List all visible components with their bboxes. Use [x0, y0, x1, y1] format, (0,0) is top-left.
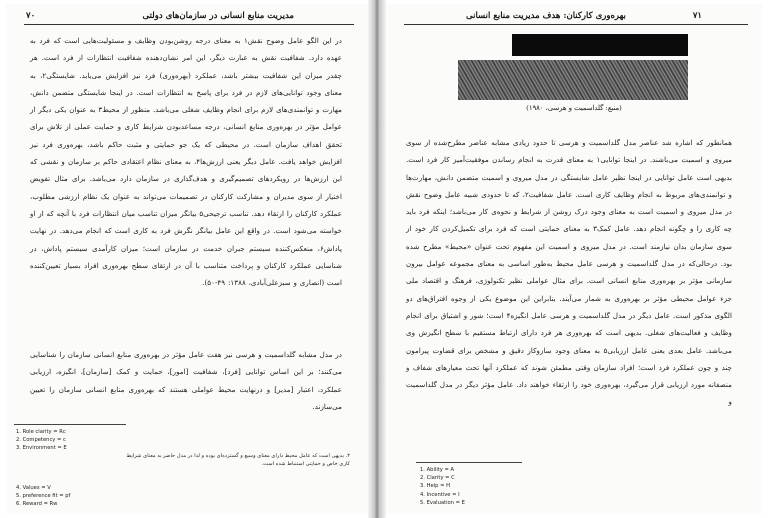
left-footnote-rule: [14, 424, 126, 425]
left-footnotes-1: [16, 428, 126, 453]
footnote: 4. Values = V: [16, 485, 51, 491]
footnote: 5. Evaluation = E: [420, 499, 465, 506]
left-running-head: مدیریت منابع انسانی در سازمان‌های دولتی: [142, 11, 294, 21]
footnote: 4. Incentive = I: [420, 491, 460, 498]
left-footnotes-2: [16, 484, 126, 509]
right-paragraph-1: همانطور که اشاره شد عناصر مدل گلداسمیت و هرسی تا حدود زیادی مشابه عناصر مطرح‌شده از سوی میروی و اسمیت می‌باشند. در اینجا توانایی۱ به معنای قدرت به انجام رساندن موفقیت‌آمیز کار فرد است. بدیهی است عامل توانایی در اینجا نظیر عامل شایستگی در مدل میروی و اسمیت متضمن دانش، مهارت‌ها و توانمندی‌های مربوط به انجام وظایف کاری است. عامل شفافیت۲، که تا حدودی شبیه عامل وضوح نقش در مدل میروی و اسمیت است به معنای وجود درک روشن از شرایط و نحوه‌ی کار می‌باشد؛ اینکه فرد باید چه کاری را و چگونه انجام دهد. عامل کمک۳ به معنای حمایتی است که فرد برای تکمیل‌کردن کار خود از سوی سازمان بدان نیازمند است. در مدل میروی و اسمیت این مفهوم تحت عنوان «محیط» مطرح شده بود. درحالی‌که در مدل گلداسمیت و هرسی عامل محیط به‌طور اساسی به معنای مجموعه عوامل بیرون سازمانی مؤثر بر بهره‌وری منابع انسانی است. برای مثال عواملی نظیر تکنولوژی، فرهنگ و اقتصاد ملی جزء عوامل محیطی مؤثر بر بهره‌وری به شمار می‌آیند. بنابراین این موضوع یکی از وجوه افتراق‌های دو الگوی مذکور است. عامل دیگر در مدل گلداسمیت و هرسی عامل انگیزه۴ است؛ شور و اشتیاق برای انجام وظایف و فعالیت‌های شغلی. بدیهی است که بهره‌وری هر فرد دارای ارتباط مستقیم با سطح انگیزش وی می‌باشد. عامل بعدی یعنی عامل ارزیابی۵ به معنای وجود سازوکار دقیق و مشخص برای قضاوت پیرامون چند و چون عملکرد فرد است؛ افراد سازمان وقتی مطمئن شوند که عملکرد آنها تحت معیارهای شفاف و منصفانه مورد ارزیابی قرار می‌گیرد، بهره‌وری خود را ارتقاء خواهند داد. عامل مؤثر دیگر در مدل گلداسمیت و: [406, 138, 732, 407]
footnote: 2. Clarity = C: [420, 475, 455, 482]
left-paragraph-1: در این الگو عامل وضوح نقش۱ به معنای درجه روشن‌بودن وظایف و مسئولیت‌هایی است که فرد به عهده دارد. شفافیت نقش به عبارت دیگر، این امر نشان‌دهنده شفافیت انتظارات از فرد است. هر چقدر میزان این شفافیت بیشتر باشد، عملکرد (بهره‌وری) فرد نیز افزایش می‌یابد. شایستگی۲، به معنای وجود توانایی‌های لازم در فرد برای پاسخ به انتظارات است. در اینجا شایستگی متضمن دانش، مهارت و توانمندی‌های لازم برای انجام وظایف شغلی می‌باشد. منظور از محیط۳ به عنوان یکی دیگر از عوامل مؤثر در بهره‌وری منابع انسانی، درجه مساعدبودن شرایط کاری و حمایت عملی از تلاش برای تحقق اهداف سازمان است. در محیطی که یک جو حمایتی و مثبت حاکم باشد، بهره‌وری فرد نیز افزایش خواهد یافت. عامل دیگر یعنی ارزش‌ها۴، به معنای نظام اعتقادی حاکم بر سازمان و نقشی که این ارزش‌ها در رویکردهای تصمیم‌گیری و هدف‌گذاری در سازمان دارد می‌باشد. برای مثال تفویض اختیار از سوی مدیران و مشارکت کارکنان در تصمیمات می‌تواند به عنوان یک نظام ارزشی مطلوب، عملکرد کارکنان را ارتقاء دهد. تناسب ترجیحی۵ بیانگر میزان تناسب میان انتظارات فرد با آنچه که از او خواسته می‌شود است. در واقع این عامل بیانگر نگرش فرد به کاری است که انجام می‌دهد. در نهایت پاداش۶، منعکس‌کننده سیستم جبران خدمت در سازمان است؛ میزان کارآمدی سیستم پاداش، در شناسایی عملکرد کارکنان و پرداخت متناسب با آن در ارتقای سطح بهره‌وری افراد بسیار تعیین‌کننده است (انصاری و سبزعلی‌آبادی، ۱۳۸۸: ۴۹-۵۰).: [30, 36, 342, 288]
right-page-header: [404, 10, 748, 25]
right-footnote-rule: [416, 462, 522, 463]
right-page: [386, 4, 762, 514]
translator-note: ۴. بدیهی است که عامل محیط دارای معنای وسیع و گسترده‌ای بوده و لذا در مدل حاضر به معنای شرایط کاری خاص و حمایتی استنباط شده است.: [126, 453, 350, 467]
right-footnotes: [420, 466, 524, 507]
footnote: 1. Role clarity = Rc: [16, 429, 66, 435]
right-running-head: بهره‌وری کارکنان: هدف مدیریت منابع انسانی: [466, 11, 626, 21]
footnote: 3. Help = H: [420, 483, 450, 490]
footnote: 1. Ability = A: [420, 467, 455, 473]
left-page: [6, 4, 368, 514]
footnote: 3. Environment = E: [16, 445, 67, 452]
footnote: 6. Reward = Rw: [16, 501, 58, 508]
figure-hatched-image: [458, 60, 688, 100]
left-page-number: ۷۰: [26, 11, 36, 21]
left-paragraph-2: در مدل مشابه گلداسمیت و هرسی نیز هفت عامل مؤثر در بهره‌وری منابع انسانی سازمان را شناسایی می‌کنند؛ بر این اساس توانایی [فرد]، شفافیت [امور]، حمایت و کمک [سازمان]، انگیزه، ارزیابی عملکرد، اعتبار [مدیر] و درنهایت محیط عواملی هستند که بهره‌وری منابع انسانی سازمان را تعیین می‌سازند.: [30, 350, 342, 411]
figure-caption: (منبع: گلداسمیت و هرسی، ۱۹۸۰): [526, 104, 622, 112]
footnote: 2. Competency = c: [16, 437, 66, 444]
book-gutter: [368, 0, 386, 518]
right-page-number: ۷۱: [692, 11, 702, 21]
left-page-header: [24, 10, 354, 25]
redacted-figure-block: [512, 34, 688, 56]
footnote: 5. preference fit = pf: [16, 493, 71, 500]
